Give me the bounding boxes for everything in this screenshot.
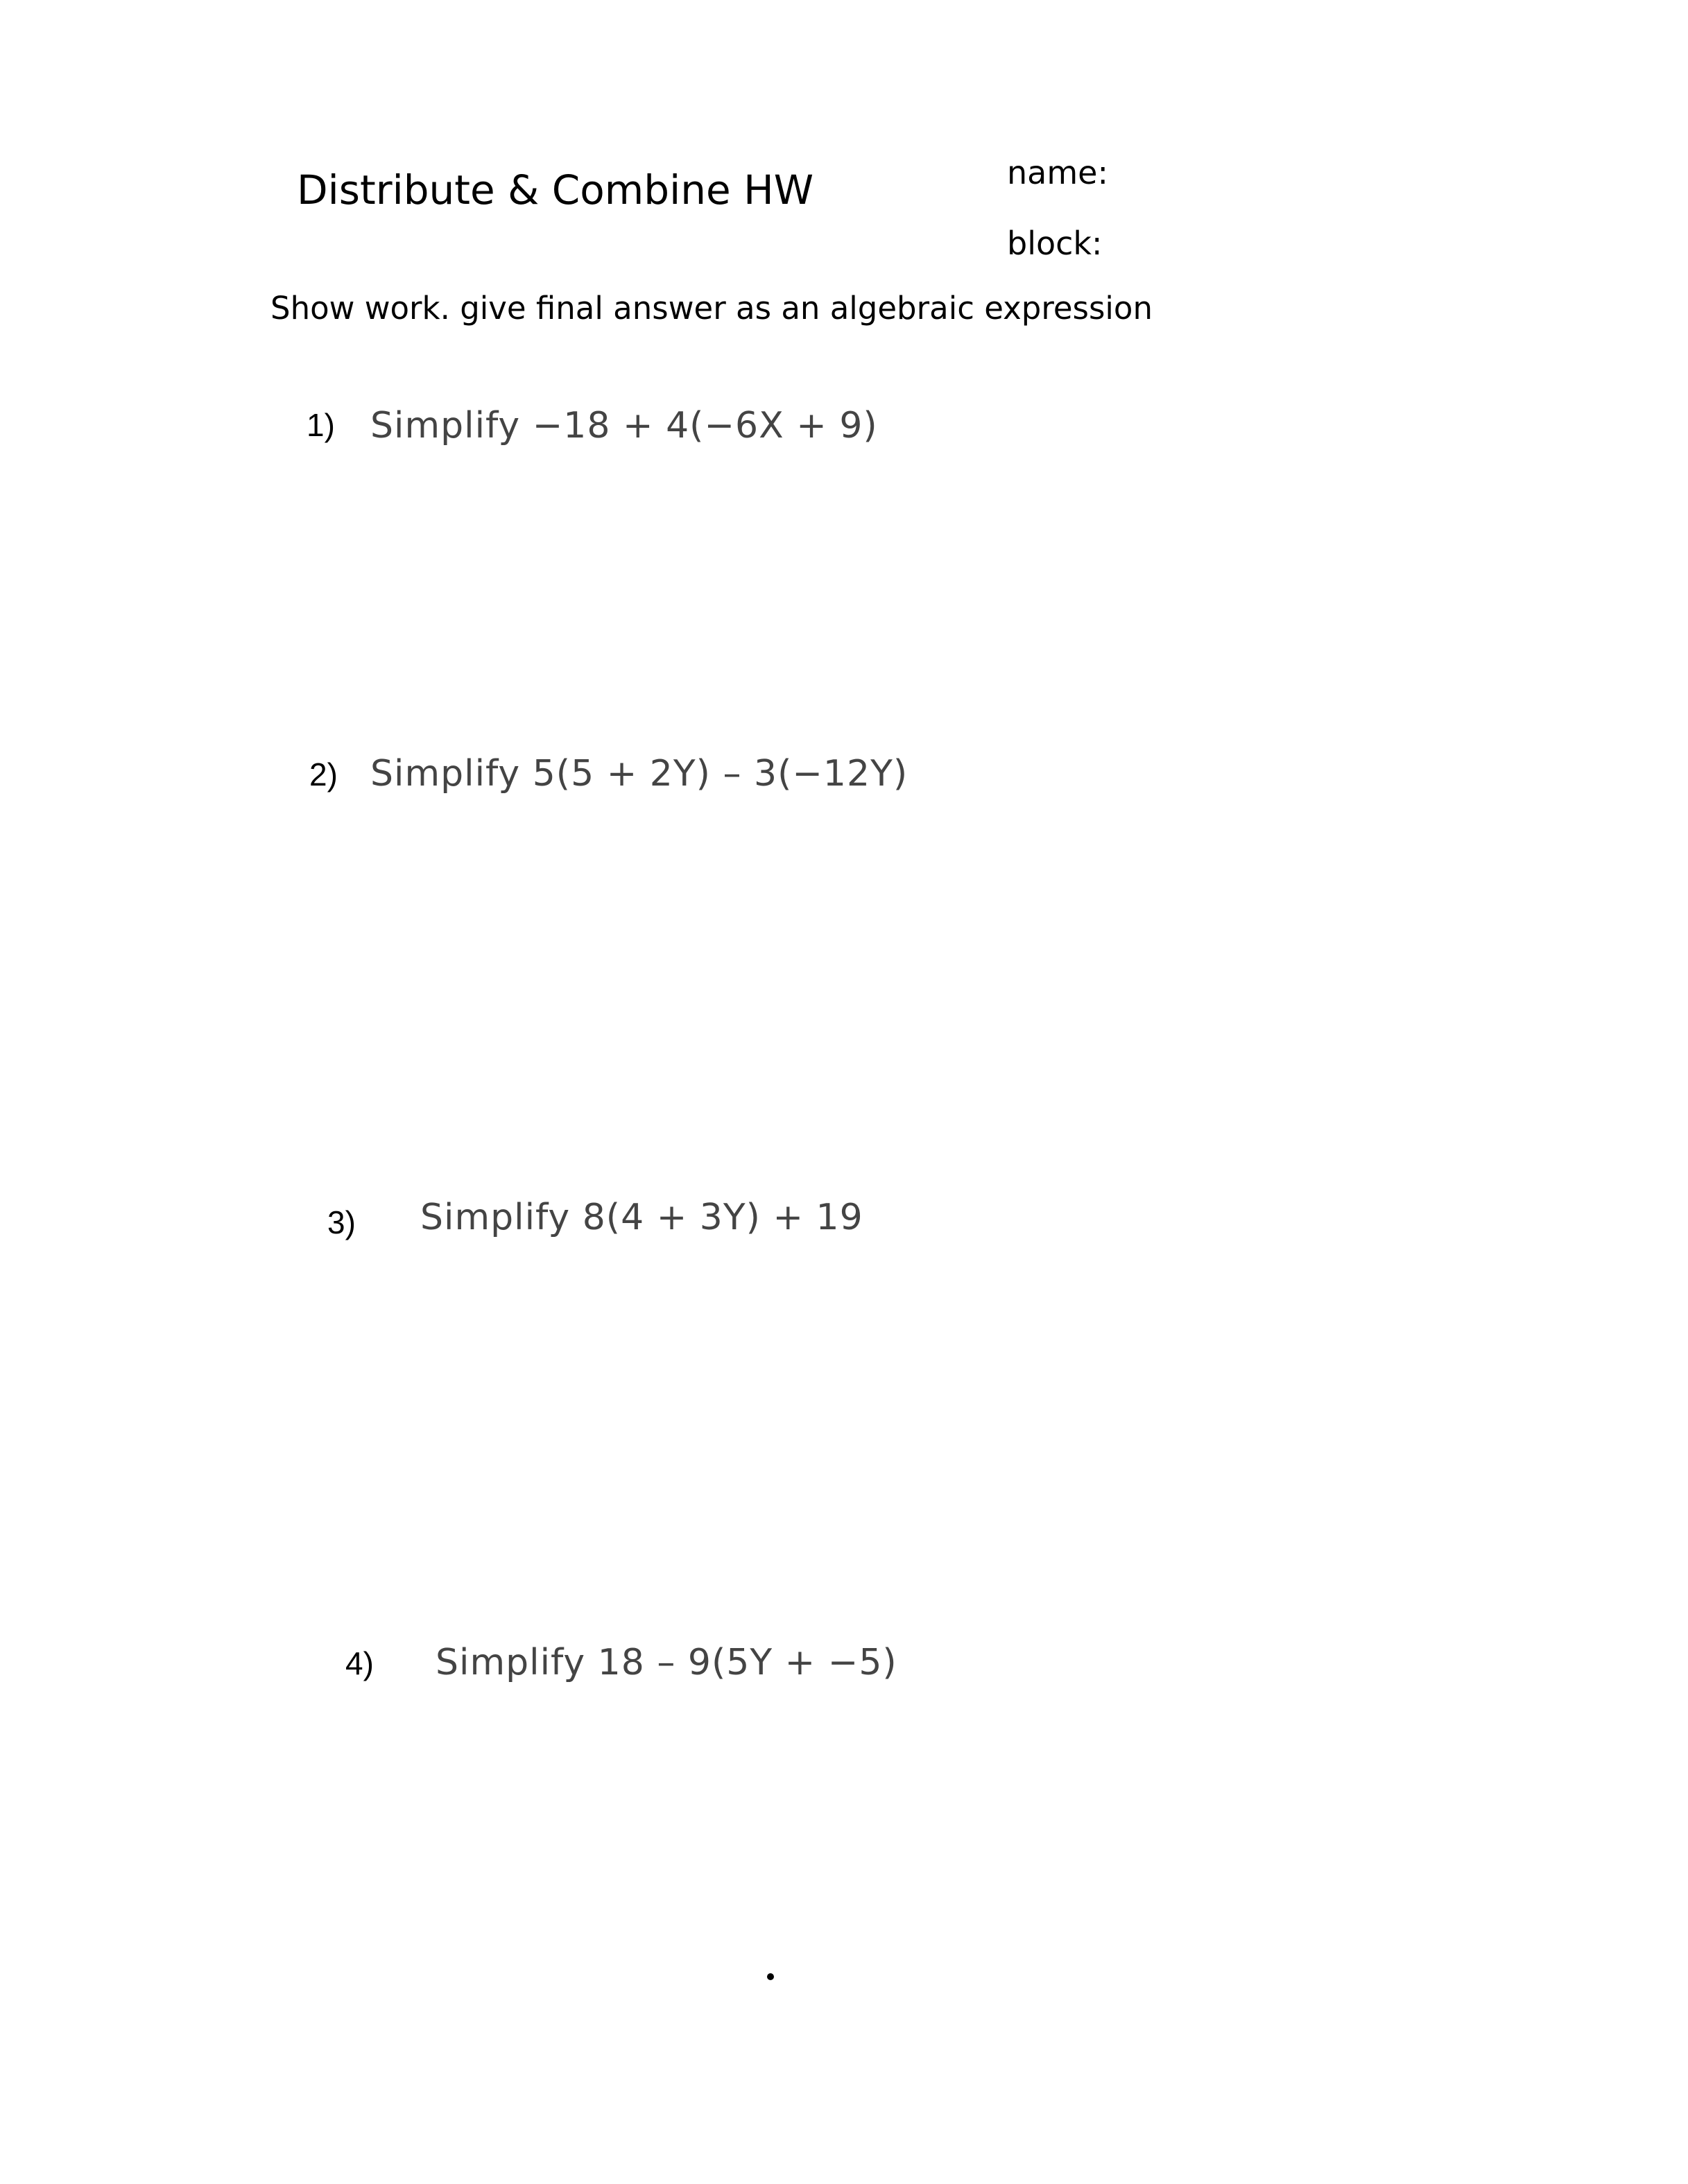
problem-number: 3) <box>327 1204 356 1240</box>
stray-dot-mark <box>767 1973 774 1980</box>
problem-expression: Simplify −18 + 4(−6X + 9) <box>370 405 878 447</box>
problem-expression: Simplify 18 – 9(5Y + −5) <box>436 1642 897 1683</box>
problem-number: 1) <box>307 407 335 443</box>
problem-expression: Simplify 5(5 + 2Y) – 3(−12Y) <box>370 753 908 795</box>
block-label: block: <box>1007 225 1103 262</box>
name-label: name: <box>1007 154 1108 191</box>
problem-expression: Simplify 8(4 + 3Y) + 19 <box>420 1197 863 1238</box>
problem-number: 4) <box>345 1645 374 1681</box>
problem-number: 2) <box>309 756 338 792</box>
instructions-text: Show work. give final answer as an algebraic expression <box>270 290 1153 327</box>
page-title: Distribute & Combine HW <box>297 166 814 214</box>
